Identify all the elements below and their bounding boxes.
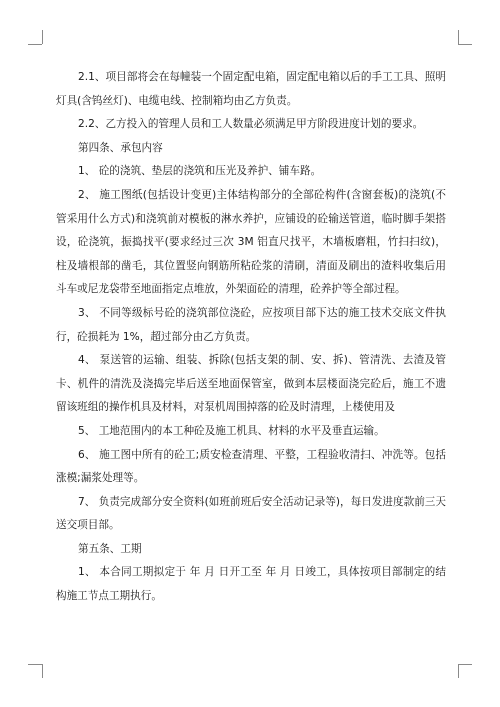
section-heading-article-4: 第四条、承包内容: [78, 141, 163, 154]
section-heading-article-5: 第五条、工期: [78, 542, 142, 555]
crop-mark-top-left-v: [42, 30, 43, 44]
paragraph-item-4: 4、 泵送管的运输、组装、拆除(包括支架的制、安、拆)、管清洗、去渣及管卡、机件的清洗及浇捣完毕后送至地面保管室，做到本层楼面浇完砼后，施工不遗留该班组的操作机具及材料，对泵机周围掉落的砼及时清理，上楼使用及: [56, 354, 446, 414]
paragraph-item-5: 5、 工地范围内的本工种砼及施工机具、材料的水平及垂直运输。: [78, 424, 385, 437]
crop-mark-bottom-left-h: [28, 664, 42, 665]
crop-mark-bottom-right-h: [458, 664, 472, 665]
paragraph-item-3: 3、 不同等级标号砼的浇筑部位浇砼，应按项目部下达的施工技术交底文件执行，砼损耗为 1%，超过部分由乙方负责。: [56, 306, 446, 343]
paragraph-item-1: 1、 砼的浇筑、垫层的浇筑和压光及养护、铺车路。: [78, 165, 322, 178]
crop-mark-top-right-h: [458, 44, 472, 45]
paragraph-item-2: 2、 施工图纸(包括设计变更)主体结构部分的全部砼构件(含窗套板)的浇筑(不管采用什么方式)和浇筑前对模板的淋水养护，应铺设的砼输送管道，临时脚手架搭设，砼浇筑，振捣找平(要求经过三次 3M 铝直尺找平，木墙板磨粗，竹扫扫纹)，柱及墙根部的凿毛，其位置竖向钢筋所粘砼浆的清刷，清面及刷出的渣料收集后用斗车或尼龙袋带至地面指定点堆放，外架面砼的清理，砼养护等全部过程。: [56, 188, 446, 296]
crop-mark-top-right-v: [458, 30, 459, 44]
crop-mark-top-left-h: [28, 44, 42, 45]
paragraph-item-6: 6、 施工图中所有的砼工;质安检查清理、平整，工程验收清扫、冲洗等。包括涨模;漏浆处理等。: [56, 448, 446, 485]
paragraph-2-1: 2.1、项目部将会在每幢装一个固定配电箱，固定配电箱以后的手工工具、照明灯具(含钨丝灯)、电缆电线、控制箱均由乙方负责。: [56, 71, 446, 107]
crop-mark-bottom-right-v: [458, 664, 459, 678]
paragraph-item-7: 7、 负责完成部分安全资料(如班前班后安全活动记录等)，每日发进度款前三天送交项目部。: [56, 495, 446, 532]
document-body: [56, 66, 446, 609]
crop-mark-bottom-left-v: [42, 664, 43, 678]
paragraph-2-2: 2.2、乙方投入的管理人员和工人数量必须满足甲方阶段进度计划的要求。: [78, 118, 424, 131]
paragraph-schedule-1: 1、 本合同工期拟定于 年 月 日开工至 年 月 日竣工，具体按项目部制定的结构施工节点工期执行。: [56, 566, 446, 603]
